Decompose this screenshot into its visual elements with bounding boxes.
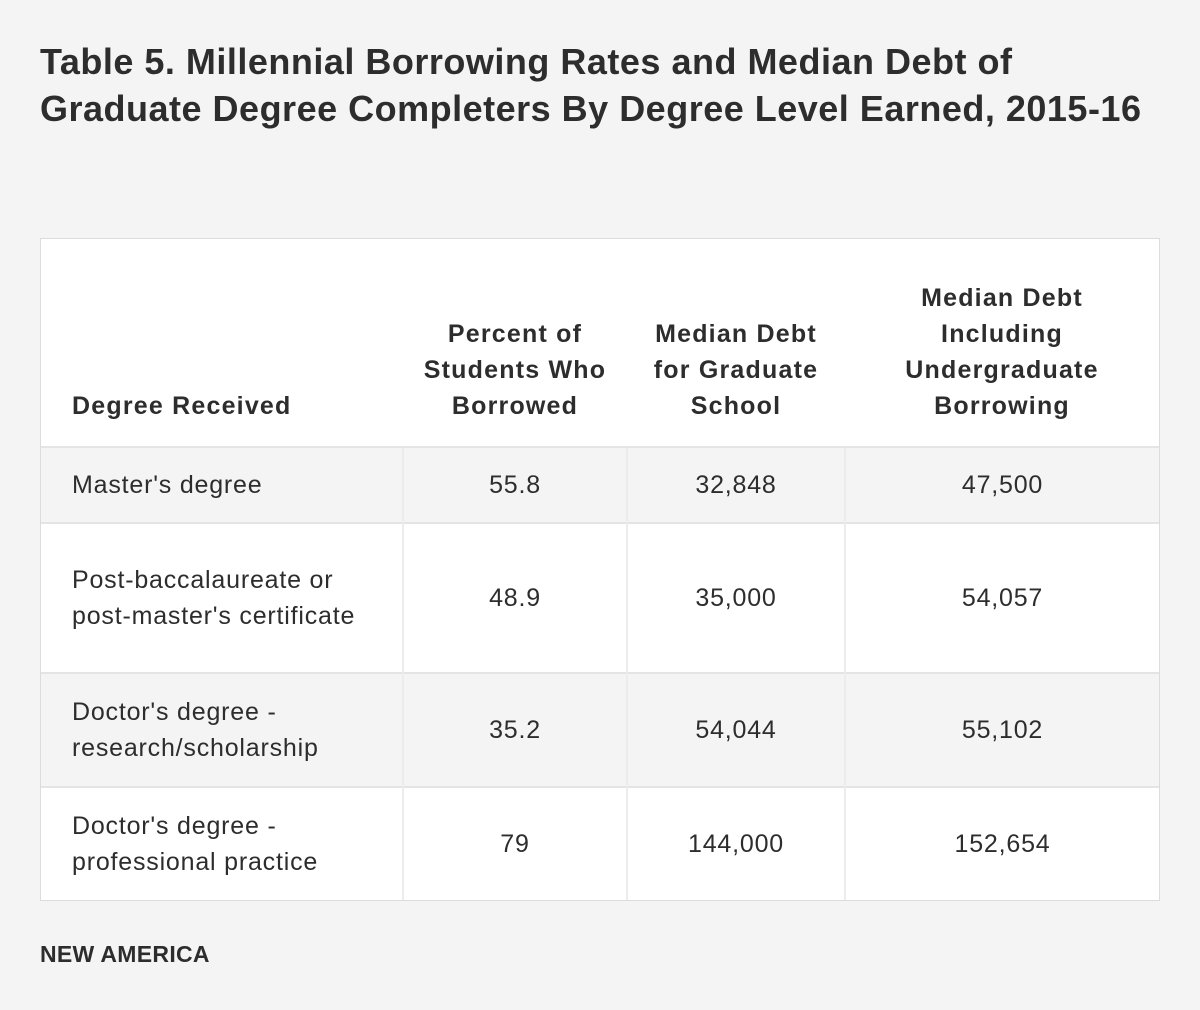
header-median-debt-grad: Median Debt for Graduate School [627, 239, 845, 447]
percent-borrowed-cell: 79 [403, 787, 627, 900]
percent-borrowed-cell: 55.8 [403, 447, 627, 523]
median-debt-incl-undergrad-cell: 47,500 [845, 447, 1159, 523]
brand-logo-text: NEW AMERICA [40, 941, 210, 967]
percent-borrowed-cell: 48.9 [403, 523, 627, 673]
header-median-debt-incl-undergrad: Median Debt Including Undergraduate Borrowing [845, 239, 1159, 447]
median-debt-grad-cell: 54,044 [627, 673, 845, 787]
degree-cell: Doctor's degree - research/scholarship [41, 673, 403, 787]
median-debt-incl-undergrad-cell: 54,057 [845, 523, 1159, 673]
percent-borrowed-cell: 35.2 [403, 673, 627, 787]
median-debt-incl-undergrad-cell: 152,654 [845, 787, 1159, 900]
table-title: Table 5. Millennial Borrowing Rates and Median Debt of Graduate Degree Completers By Degree Level Earned, 2015-16 [40, 41, 1142, 129]
median-debt-grad-cell: 35,000 [627, 523, 845, 673]
median-debt-grad-cell: 144,000 [627, 787, 845, 900]
header-percent-borrowed: Percent of Students Who Borrowed [403, 239, 627, 447]
degree-cell: Doctor's degree - professional practice [41, 787, 403, 900]
table-header [41, 239, 1159, 447]
data-table-container [40, 238, 1160, 901]
header-degree-received: Degree Received [41, 239, 403, 447]
table-row [41, 673, 1159, 787]
degree-cell: Master's degree [41, 447, 403, 523]
borrowing-table [41, 239, 1159, 900]
table-row [41, 447, 1159, 523]
table-row [41, 523, 1159, 673]
table-row [41, 787, 1159, 900]
median-debt-grad-cell: 32,848 [627, 447, 845, 523]
median-debt-incl-undergrad-cell: 55,102 [845, 673, 1159, 787]
degree-cell: Post-baccalaureate or post-master's certificate [41, 523, 403, 673]
